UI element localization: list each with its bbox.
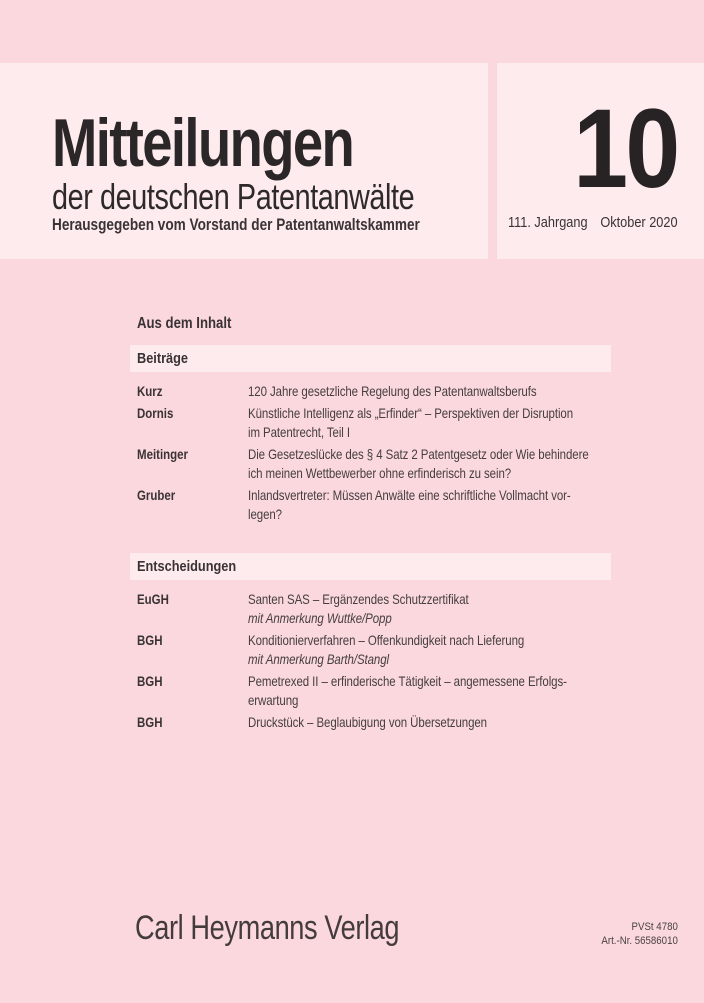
publisher-line: Herausgegeben vom Vorstand der Patentanwaltskammer [52, 215, 420, 234]
entry-title: Die Gesetzeslücke des § 4 Satz 2 Patentgesetz oder Wie behindere ich meinen Wettbewerber ohne erfinderisch zu sein? [248, 446, 589, 481]
entry-author: BGH [137, 714, 163, 730]
publisher-imprint: Carl Heymanns Verlag [135, 909, 400, 947]
contents-heading: Aus dem Inhalt [137, 315, 232, 332]
entry-author: Meitinger [137, 446, 189, 462]
entry-author: Dornis [137, 405, 174, 421]
entry-title: 120 Jahre gesetzliche Regelung des Patentanwaltsberufs [248, 383, 537, 399]
entry-author: BGH [137, 673, 163, 689]
section-entries-beitraege [130, 372, 611, 524]
entry-note: mit Anmerkung Wuttke/Popp [248, 610, 392, 626]
issue-meta [508, 215, 678, 230]
section-title: Entscheidungen [137, 558, 237, 575]
section-entries-entscheidungen [130, 580, 611, 732]
entry-title: Druckstück – Beglaubigung von Übersetzungen [248, 714, 487, 730]
entry-title: Künstliche Intelligenz als „Erfinder“ – Perspektiven der Disruption im Patentrecht, Teil I [248, 405, 574, 440]
entry-note: mit Anmerkung Barth/Stangl [248, 651, 390, 667]
journal-title: Mitteilungen [52, 105, 354, 181]
entry-title: Pemetrexed II – erfinderische Tätigkeit – angemessene Erfolgs- erwartung [248, 673, 567, 708]
entry-author: BGH [137, 632, 163, 648]
section-band-beitraege [130, 345, 611, 372]
journal-subtitle: der deutschen Patentanwälte [52, 176, 415, 217]
entry-author: EuGH [137, 591, 169, 607]
entry-author: Kurz [137, 383, 163, 399]
article-number: Art.-Nr. 56586010 [601, 935, 678, 947]
section-title: Beiträge [137, 350, 189, 367]
issue-date: Oktober 2020 [600, 214, 678, 231]
print-codes [602, 920, 678, 948]
entry-title: Inlandsvertreter: Müssen Anwälte eine schriftliche Vollmacht vor- legen? [248, 487, 571, 522]
issue-volume: 111. Jahrgang [508, 214, 588, 231]
table-of-contents [130, 315, 611, 732]
issue-number: 10 [573, 86, 678, 211]
section-band-entscheidungen [130, 553, 611, 580]
entry-author: Gruber [137, 487, 176, 503]
entry-title: Santen SAS – Ergänzendes Schutzzertifikat [248, 591, 469, 607]
issue-panel [497, 63, 704, 259]
entry-title: Konditionierverfahren – Offenkundigkeit nach Lieferung [248, 632, 525, 648]
masthead-panel [0, 63, 488, 259]
pvst-number: PVSt 4780 [631, 921, 678, 933]
